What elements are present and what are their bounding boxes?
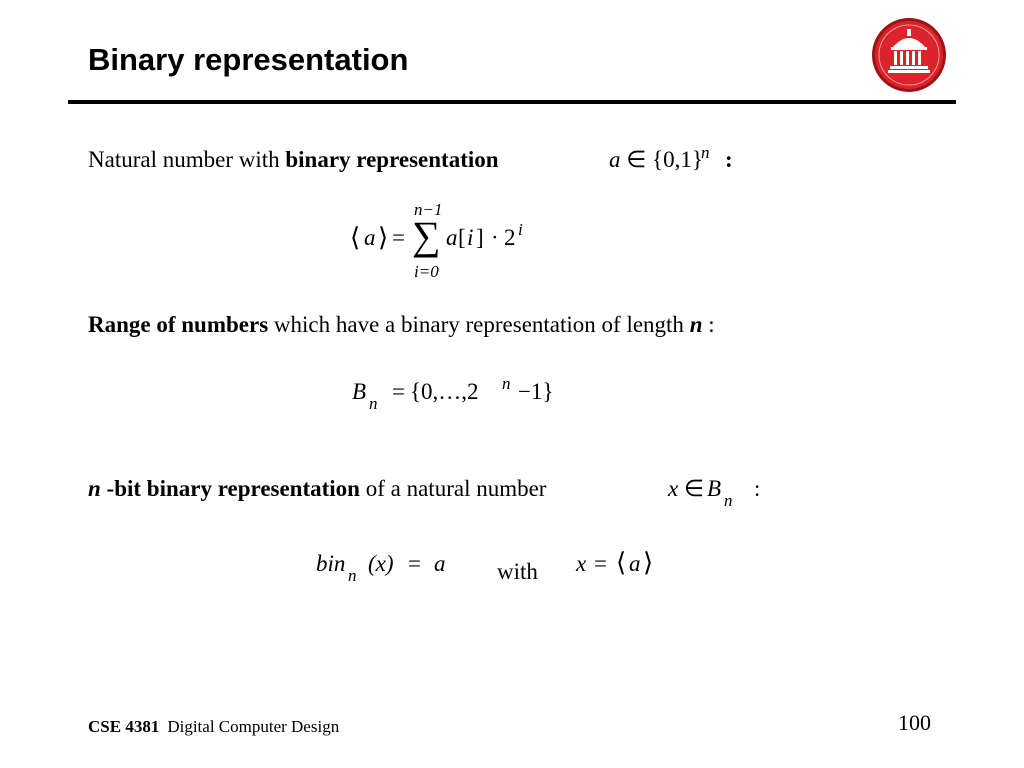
formula2-set-end: −1} [518,379,554,404]
formula2-exponent: n [502,374,511,393]
nbit-line [88,475,546,503]
term-exponent-i: i [518,220,523,239]
line3-B: B [707,476,722,501]
formula3-x: x [576,551,587,576]
line2-n: n [689,312,703,337]
with-label: with [497,559,538,584]
title-divider [68,100,956,104]
formula3-a: a [434,551,446,576]
line2-bold: Range of numbers [88,312,269,337]
angle-open: ⟨ [350,223,361,252]
line2-colon: : [702,312,715,337]
membership-expression [668,475,778,511]
term-cdot: · [491,225,499,250]
bin-args: (x) [368,551,394,576]
line1-text: Natural number with [88,147,286,172]
formula3-a2: a [629,551,641,576]
expr-exponent-n: n [701,143,710,162]
range-formula [352,374,572,414]
expr-set: {0,1} [652,147,703,172]
natural-number-line [88,146,499,174]
term-bracket-close: ] [476,225,484,250]
footer-course [88,716,339,738]
line3-text: of a natural number [359,476,547,501]
formula2-equals: = [392,379,405,404]
sum-lower-limit: i=0 [414,262,439,281]
range-line [88,311,715,339]
formula3-equals-2: = [594,551,607,576]
term-bracket-open: [ [458,225,466,250]
line3-colon: : [754,476,761,501]
line3-n: n [88,476,101,501]
sum-upper-limit: n−1 [414,200,443,219]
formula2-set-start: {0,…,2 [410,379,479,404]
formula3-angle-open: ⟨ [616,548,627,577]
university-seal-logo [871,17,947,93]
formula2-B: B [352,379,367,404]
expr-a: a [609,147,621,172]
term-a: a [446,225,458,250]
bin-sub-n: n [348,566,357,585]
formula3-equals: = [408,551,421,576]
term-base-two: 2 [504,225,516,250]
binary-set-expression [609,146,703,174]
course-code: CSE 4381 [88,717,160,736]
term-i: i [467,225,474,250]
slide-title: Binary representation [88,42,409,77]
angle-close: ⟩ [378,223,389,252]
expr-element-of: ∈ [626,147,647,172]
line3-B-sub: n [724,491,733,510]
line2-text: which have a binary representation of length [268,312,690,337]
formula2-B-sub: n [369,394,378,413]
formula3-angle-close: ⟩ [643,548,654,577]
value-formula [350,196,540,286]
course-name: Digital Computer Design [167,717,340,736]
line3-bold: -bit binary representation [100,476,360,501]
formula1-equals: = [392,225,405,250]
sum-sign: ∑ [412,213,441,258]
line1-bold: binary representation [285,147,499,172]
binary-function-formula [316,550,656,590]
page-number: 100 [898,710,931,735]
bin-function: bin [316,551,346,576]
line3-element-of: ∈ [684,476,705,501]
formula1-a: a [364,225,376,250]
line1-colon: : [725,147,733,172]
line3-x: x [668,476,679,501]
